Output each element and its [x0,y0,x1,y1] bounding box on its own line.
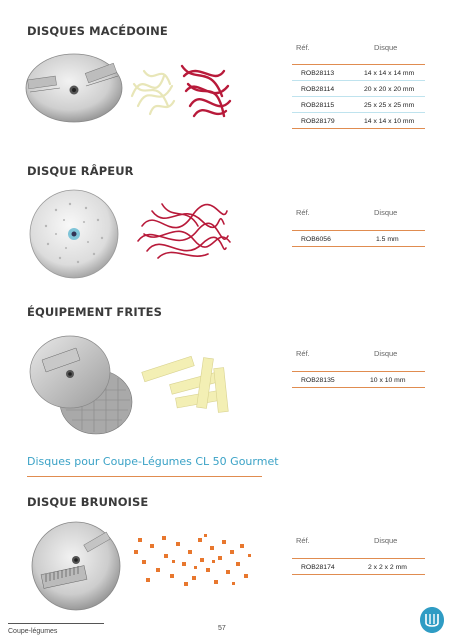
footer-rule [8,623,104,624]
header-ref: Réf. [296,349,310,358]
ref-table-frites [292,349,425,388]
grated-beetroot-image [132,196,232,266]
subtitle-underline [27,476,262,477]
ref-code: ROB6056 [301,236,331,243]
header-ref: Réf. [296,536,310,545]
table-row [292,372,425,388]
disk-size: 10 x 10 mm [370,377,406,384]
ref-code: ROB28179 [301,118,335,125]
ref-table-brunoise [292,536,425,575]
disk-size: 2 x 2 x 2 mm [368,564,407,571]
table-row [292,81,425,97]
section-title-rapeur: DISQUE RÂPEUR [27,164,134,178]
disk-size: 1.5 mm [376,236,399,243]
ref-table-macedoine [292,43,425,129]
section-title-macedoine: DISQUES MACÉDOINE [27,24,168,38]
disk-size: 20 x 20 x 20 mm [364,86,415,93]
table-header [292,208,425,224]
table-header [292,43,425,59]
section-title-brunoise: DISQUE BRUNOISE [27,495,149,509]
header-disk: Disque [374,208,398,217]
fries-equipment-image [26,330,134,436]
disk-size: 14 x 14 x 10 mm [364,118,415,125]
header-disk: Disque [374,43,398,52]
table-row [292,97,425,113]
ref-code: ROB28115 [301,102,335,109]
table-row [292,65,425,81]
ref-code: ROB28114 [301,86,335,93]
footer-section-label: Coupe-légumes [8,628,58,635]
table-row [292,113,425,129]
header-disk: Disque [374,536,398,545]
header-disk: Disque [374,349,398,358]
diced-carrot-image [126,530,258,592]
table-header [292,536,425,552]
beetroot-sticks-image [124,56,234,124]
header-ref: Réf. [296,208,310,217]
brand-logo-icon [419,606,445,634]
section-title-frites: ÉQUIPEMENT FRITES [27,305,162,319]
macedoine-disc-image [24,48,124,124]
fries-image [138,344,244,416]
ref-code: ROB28113 [301,70,335,77]
brunoise-disc-image [28,520,124,612]
disk-size: 25 x 25 x 25 mm [364,102,415,109]
table-header [292,349,425,365]
header-ref: Réf. [296,43,310,52]
disk-size: 14 x 14 x 14 mm [364,70,415,77]
product-range-subtitle: Disques pour Coupe-Légumes CL 50 Gourmet [27,455,279,468]
ref-table-rapeur [292,208,425,247]
table-row [292,231,425,247]
page-number: 57 [218,625,226,632]
ref-code: ROB28135 [301,377,335,384]
ref-code: ROB28174 [301,564,335,571]
grater-disc-image [26,188,122,280]
table-row [292,559,425,575]
